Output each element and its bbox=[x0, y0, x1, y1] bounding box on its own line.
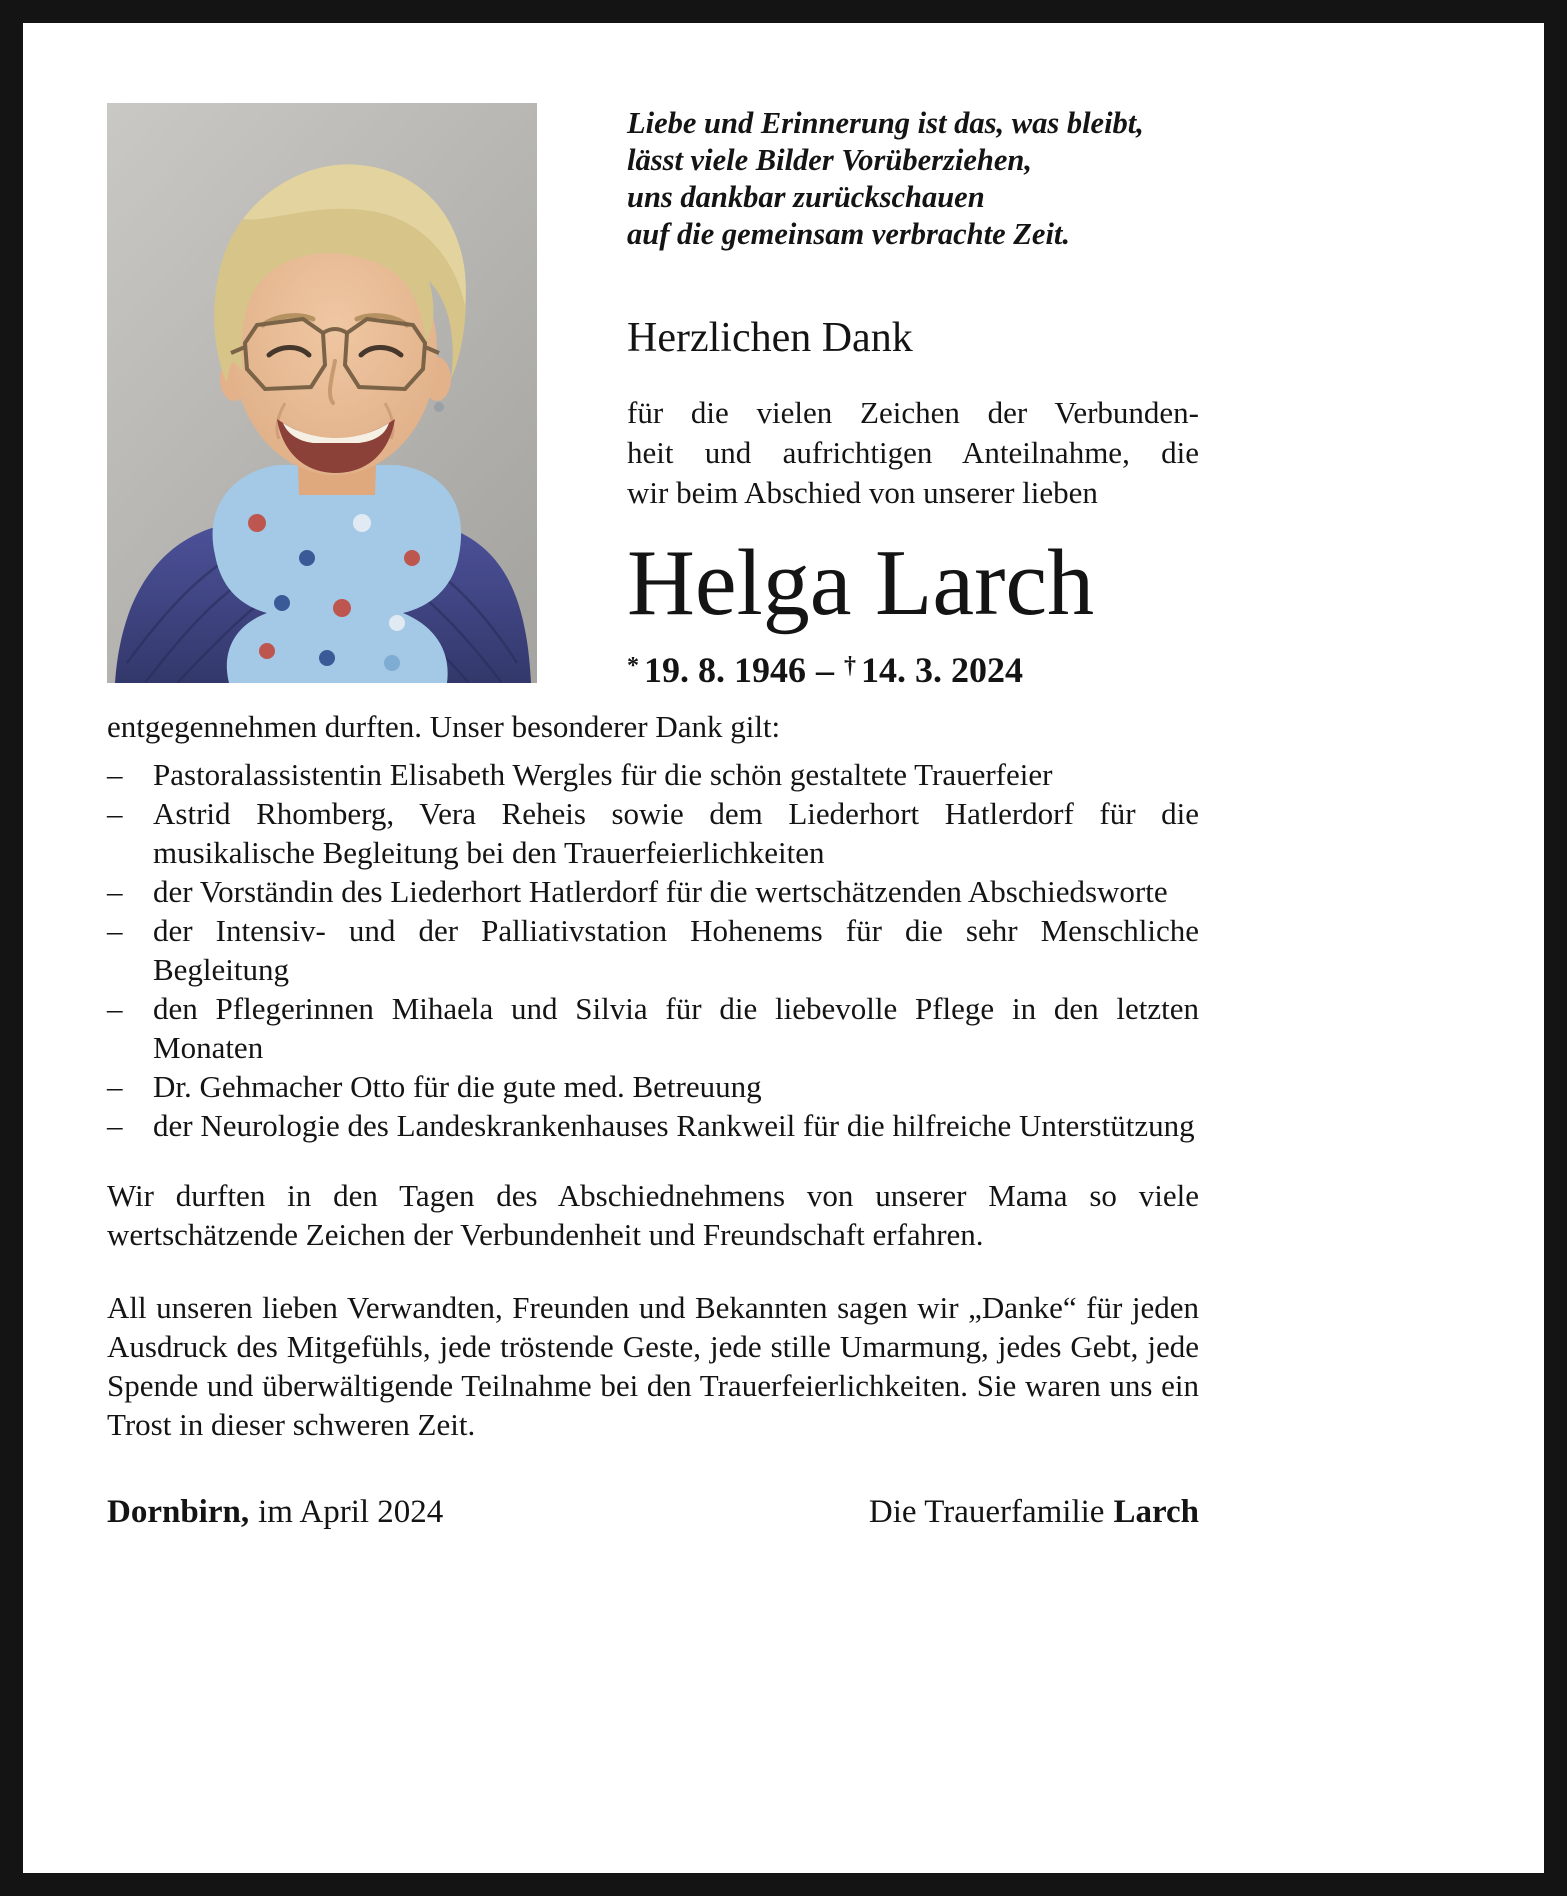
thanks-list bbox=[107, 755, 1199, 1145]
body-text bbox=[107, 707, 1199, 1444]
list-item-text: der Neurologie des Landeskrankenhauses Rankweil für die hilfreiche Unterstützung bbox=[153, 1108, 1195, 1143]
list-item-text: den Pflegerinnen Mihaela und Silvia für die liebevolle Pflege in den letzten Monaten bbox=[153, 991, 1199, 1065]
list-item bbox=[107, 755, 1199, 794]
paragraph: Wir durften in den Tagen des Abschiednehmens von unserer Mama so viele wertschätzende Zeichen der Verbundenheit und Freundschaft erfahren. bbox=[107, 1178, 1199, 1252]
quote-line: auf die gemeinsam verbrachte Zeit. bbox=[627, 217, 1071, 251]
life-dates bbox=[627, 644, 1199, 693]
list-item bbox=[107, 1106, 1199, 1145]
memorial-quote bbox=[627, 105, 1199, 253]
intro-line: heit und aufrichtigen Anteilnahme, die bbox=[627, 435, 1199, 470]
place: Dornbirn, bbox=[107, 1494, 250, 1530]
list-item bbox=[107, 911, 1199, 989]
intro-text bbox=[627, 393, 1199, 513]
list-dash: – bbox=[107, 913, 123, 948]
list-item bbox=[107, 989, 1199, 1067]
deceased-name: Helga Larch bbox=[627, 531, 1095, 635]
family-prefix: Die Trauerfamilie bbox=[868, 1494, 1105, 1530]
list-item bbox=[107, 872, 1199, 911]
list-dash: – bbox=[107, 757, 123, 792]
list-item-text: Pastoralassistentin Elisabeth Wergles für die schön gestaltete Trauerfeier bbox=[153, 757, 1053, 792]
list-dash: – bbox=[107, 1069, 123, 1104]
quote-line: uns dankbar zurückschauen bbox=[627, 180, 985, 214]
quote-line: lässt viele Bilder Vorüberziehen, bbox=[627, 143, 1032, 177]
list-item bbox=[107, 1067, 1199, 1106]
dates-separator: – bbox=[816, 650, 834, 690]
list-dash: – bbox=[107, 874, 123, 909]
lead-text: entgegennehmen durften. Unser besonderer Dank gilt: bbox=[107, 709, 781, 744]
list-item bbox=[107, 794, 1199, 872]
place-date bbox=[107, 1492, 443, 1533]
date: im April 2024 bbox=[258, 1494, 444, 1530]
list-item-text: Dr. Gehmacher Otto für die gute med. Betreuung bbox=[153, 1069, 762, 1104]
portrait-illustration bbox=[107, 103, 537, 683]
family-signature bbox=[869, 1492, 1199, 1533]
thanks-heading: Herzlichen Dank bbox=[627, 315, 913, 361]
death-date: 14. 3. 2024 bbox=[861, 650, 1023, 690]
list-item-text: Astrid Rhomberg, Vera Reheis sowie dem Liederhort Hatlerdorf für die musikalische Begleitung bei den Trauerfeierlichkeiten bbox=[153, 796, 1199, 870]
birth-symbol: * bbox=[627, 653, 639, 679]
footer bbox=[107, 1492, 1199, 1533]
death-symbol: † bbox=[844, 653, 856, 679]
list-dash: – bbox=[107, 796, 123, 831]
header-column bbox=[627, 105, 1199, 693]
family-name: Larch bbox=[1113, 1494, 1199, 1530]
list-dash: – bbox=[107, 1108, 123, 1143]
list-dash: – bbox=[107, 991, 123, 1026]
birth-date: 19. 8. 1946 bbox=[644, 650, 806, 690]
portrait-photo bbox=[107, 103, 537, 683]
paragraph: All unseren lieben Verwandten, Freunden und Bekannten sagen wir „Danke“ für jeden Ausdruck des Mitgefühls, jede tröstende Geste, jede stille Umarmung, jedes Gebt, jede Spende und überwältigende Teilnahme bei den Trauerfeierlichkeiten. Sie waren uns ein Trost in dieser schweren Zeit. bbox=[107, 1290, 1199, 1442]
intro-line: für die vielen Zeichen der Verbunden- bbox=[627, 395, 1199, 430]
list-item-text: der Intensiv- und der Palliativstation Hohenems für die sehr Menschliche Begleitung bbox=[153, 913, 1199, 987]
list-item-text: der Vorständin des Liederhort Hatlerdorf für die wertschätzenden Abschiedsworte bbox=[153, 874, 1168, 909]
intro-line: wir beim Abschied von unserer lieben bbox=[627, 475, 1098, 510]
quote-line: Liebe und Erinnerung ist das, was bleibt, bbox=[627, 106, 1144, 140]
